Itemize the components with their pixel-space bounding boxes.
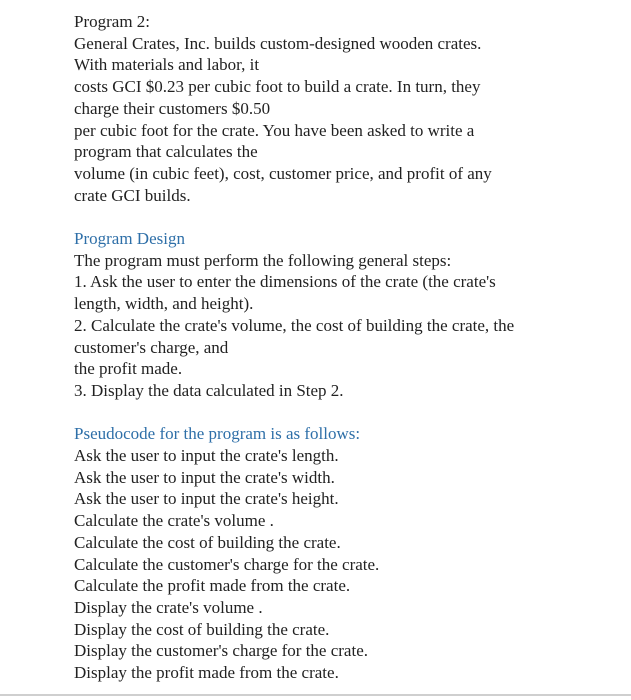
program-line: crate GCI builds. — [74, 185, 191, 205]
pseudocode-line: Calculate the profit made from the crate. — [74, 576, 351, 596]
program-line: volume (in cubic feet), cost, customer price, and profit of any — [74, 163, 492, 183]
pseudocode-line: Display the cost of building the crate. — [74, 619, 330, 639]
program-line: With materials and labor, it — [74, 55, 260, 75]
program-line: General Crates, Inc. builds custom-designed wooden crates. — [74, 33, 482, 53]
spacer — [74, 402, 614, 424]
program-section — [74, 11, 614, 206]
pseudocode-line: Display the profit made from the crate. — [74, 663, 339, 683]
design-line: The program must perform the following general steps: — [74, 250, 452, 270]
bottom-divider — [0, 694, 631, 696]
spacer — [74, 206, 614, 228]
design-line: length, width, and height). — [74, 294, 254, 314]
design-line: 1. Ask the user to enter the dimensions of the crate (the crate's — [74, 272, 496, 292]
document-body — [74, 11, 614, 684]
pseudocode-line: Calculate the customer's charge for the crate. — [74, 554, 380, 574]
pseudocode-heading: Pseudocode for the program is as follows: — [74, 424, 361, 444]
design-line: 2. Calculate the crate's volume, the cost of building the crate, the — [74, 315, 515, 335]
program-line: program that calculates the — [74, 142, 258, 162]
pseudocode-line: Display the crate's volume . — [74, 597, 263, 617]
design-heading: Program Design — [74, 229, 185, 249]
pseudocode-line: Ask the user to input the crate's height. — [74, 489, 339, 509]
pseudocode-line: Ask the user to input the crate's length. — [74, 446, 339, 466]
design-line: the profit made. — [74, 359, 183, 379]
design-line: 3. Display the data calculated in Step 2. — [74, 380, 344, 400]
design-section — [74, 228, 614, 402]
pseudocode-line: Calculate the cost of building the crate. — [74, 532, 341, 552]
pseudocode-line: Calculate the crate's volume . — [74, 511, 274, 531]
pseudocode-section — [74, 423, 614, 683]
program-title: Program 2: — [74, 12, 151, 31]
pseudocode-line: Display the customer's charge for the crate. — [74, 641, 368, 661]
program-line: costs GCI $0.23 per cubic foot to build a crate. In turn, they — [74, 77, 481, 97]
design-line: customer's charge, and — [74, 337, 229, 357]
program-line: charge their customers $0.50 — [74, 98, 271, 118]
pseudocode-line: Ask the user to input the crate's width. — [74, 467, 335, 487]
program-line: per cubic foot for the crate. You have been asked to write a — [74, 120, 475, 140]
